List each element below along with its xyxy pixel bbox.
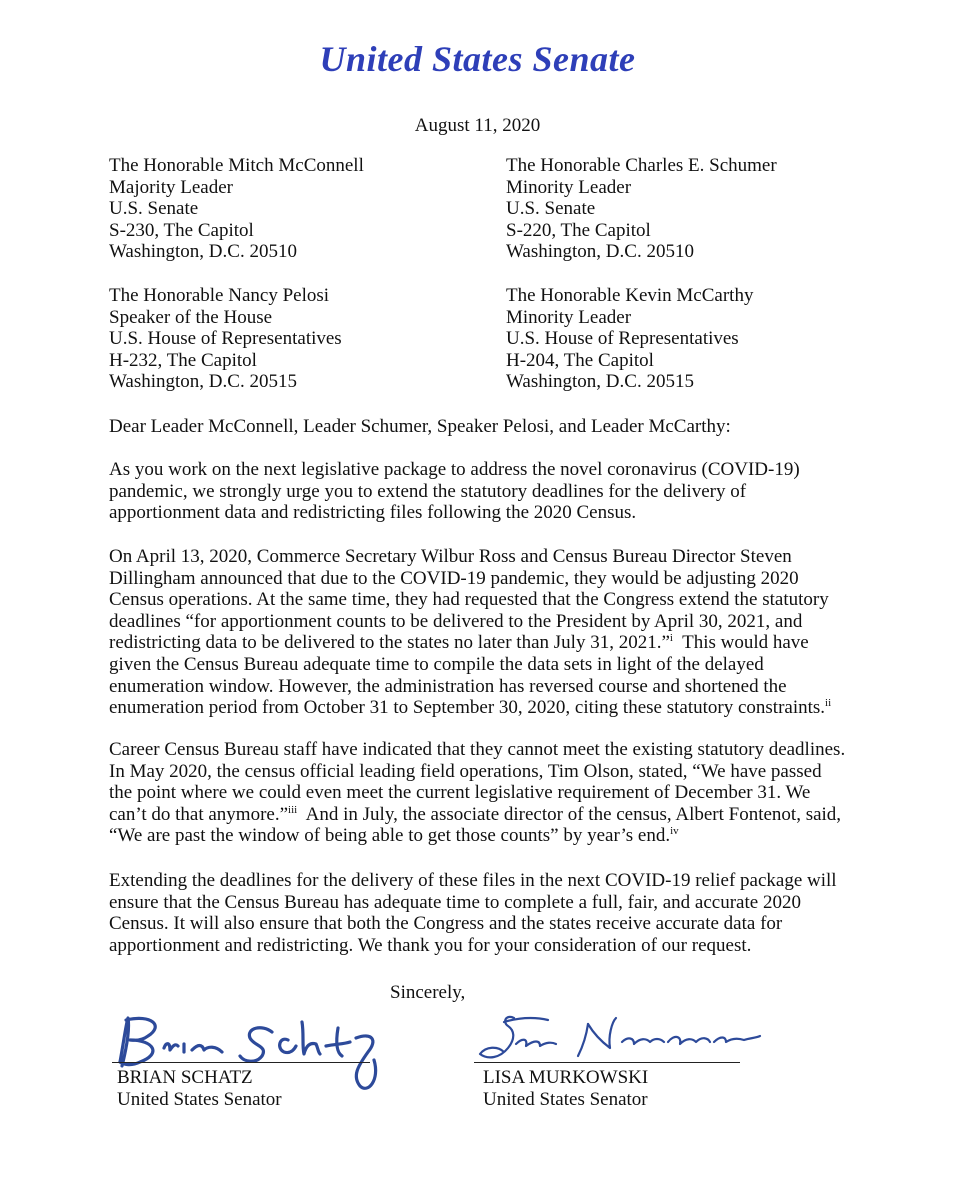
paragraph-2: On April 13, 2020, Commerce Secretary Wilbur Ross and Census Bureau Director Steven Dillingham announced that due to the COVID-19 pandemic, they would be adjusting 2020 Census operations. At the same time, they had requested that the Congress extend the statutory deadlines “for apportionment counts to be delivered to the President by April 30, 2021, and redistricting data to be delivered to the states no later than July 31, 2021.”$^i$ This would have given the Census Bureau adequate time to compile the data sets in light of the delayed enumeration window. However, the administration has reversed course and shortened the enumeration period from October 31 to September 30, 2020, citing these statutory constraints.$^{ii}$ [109, 546, 832, 719]
addressee-mcconnell: The Honorable Mitch McConnell Majority Leader U.S. Senate S-230, The Capitol Washington, D.C. 20510 [109, 155, 364, 263]
footnote-ref-iv: iv [670, 825, 679, 838]
footnote-ref-iii: iii [288, 803, 298, 816]
murkowski-signature-image [474, 1008, 764, 1070]
paragraph-1: As you work on the next legislative package to address the novel coronavirus (COVID-19) pandemic, we strongly urge you to extend the statutory deadlines for the delivery of apportionment data and redistricting files following the 2020 Census. [109, 459, 800, 524]
closing: Sincerely, [390, 982, 466, 1003]
paragraph-3: Career Census Bureau staff have indicated that they cannot meet the existing statutory deadlines. In May 2020, the census official leading field operations, Tim Olson, stated, “We have passed the point where we could even meet the current legislative requirement of December 31. We can’t do that anymore.”$^{iii}$ And in July, the associate director of the census, Albert Fontenot, said, “We are past the window of being able to get those counts” by year’s end.$^{iv}$ [109, 739, 846, 847]
signer-schatz: BRIAN SCHATZ United States Senator [117, 1067, 282, 1110]
addressee-mccarthy: The Honorable Kevin McCarthy Minority Leader U.S. House of Representatives H-204, The Capitol Washington, D.C. 20515 [506, 285, 754, 393]
addressee-schumer: The Honorable Charles E. Schumer Minority Leader U.S. Senate S-220, The Capitol Washington, D.C. 20510 [506, 155, 777, 263]
addressee-pelosi: The Honorable Nancy Pelosi Speaker of the House U.S. House of Representatives H-232, The Capitol Washington, D.C. 20515 [109, 285, 342, 393]
signer-murkowski: LISA MURKOWSKI United States Senator [483, 1067, 649, 1110]
footnote-ref-i: i [669, 632, 673, 645]
letterhead-title: United States Senate [319, 39, 636, 79]
letter-date: August 11, 2020 [414, 115, 541, 136]
footnote-ref-ii: ii [825, 697, 832, 710]
salutation: Dear Leader McConnell, Leader Schumer, Speaker Pelosi, and Leader McCarthy: [109, 416, 731, 437]
signature-line-murkowski [474, 1062, 740, 1063]
signature-line-schatz [112, 1062, 370, 1063]
paragraph-4: Extending the deadlines for the delivery of these files in the next COVID-19 relief package will ensure that the Census Bureau has adequate time to complete a full, fair, and accurate 2020 Census. It will also ensure that both the Congress and the states receive accurate data for apportionment and redistricting. We thank you for your consideration of our request. [109, 870, 837, 956]
